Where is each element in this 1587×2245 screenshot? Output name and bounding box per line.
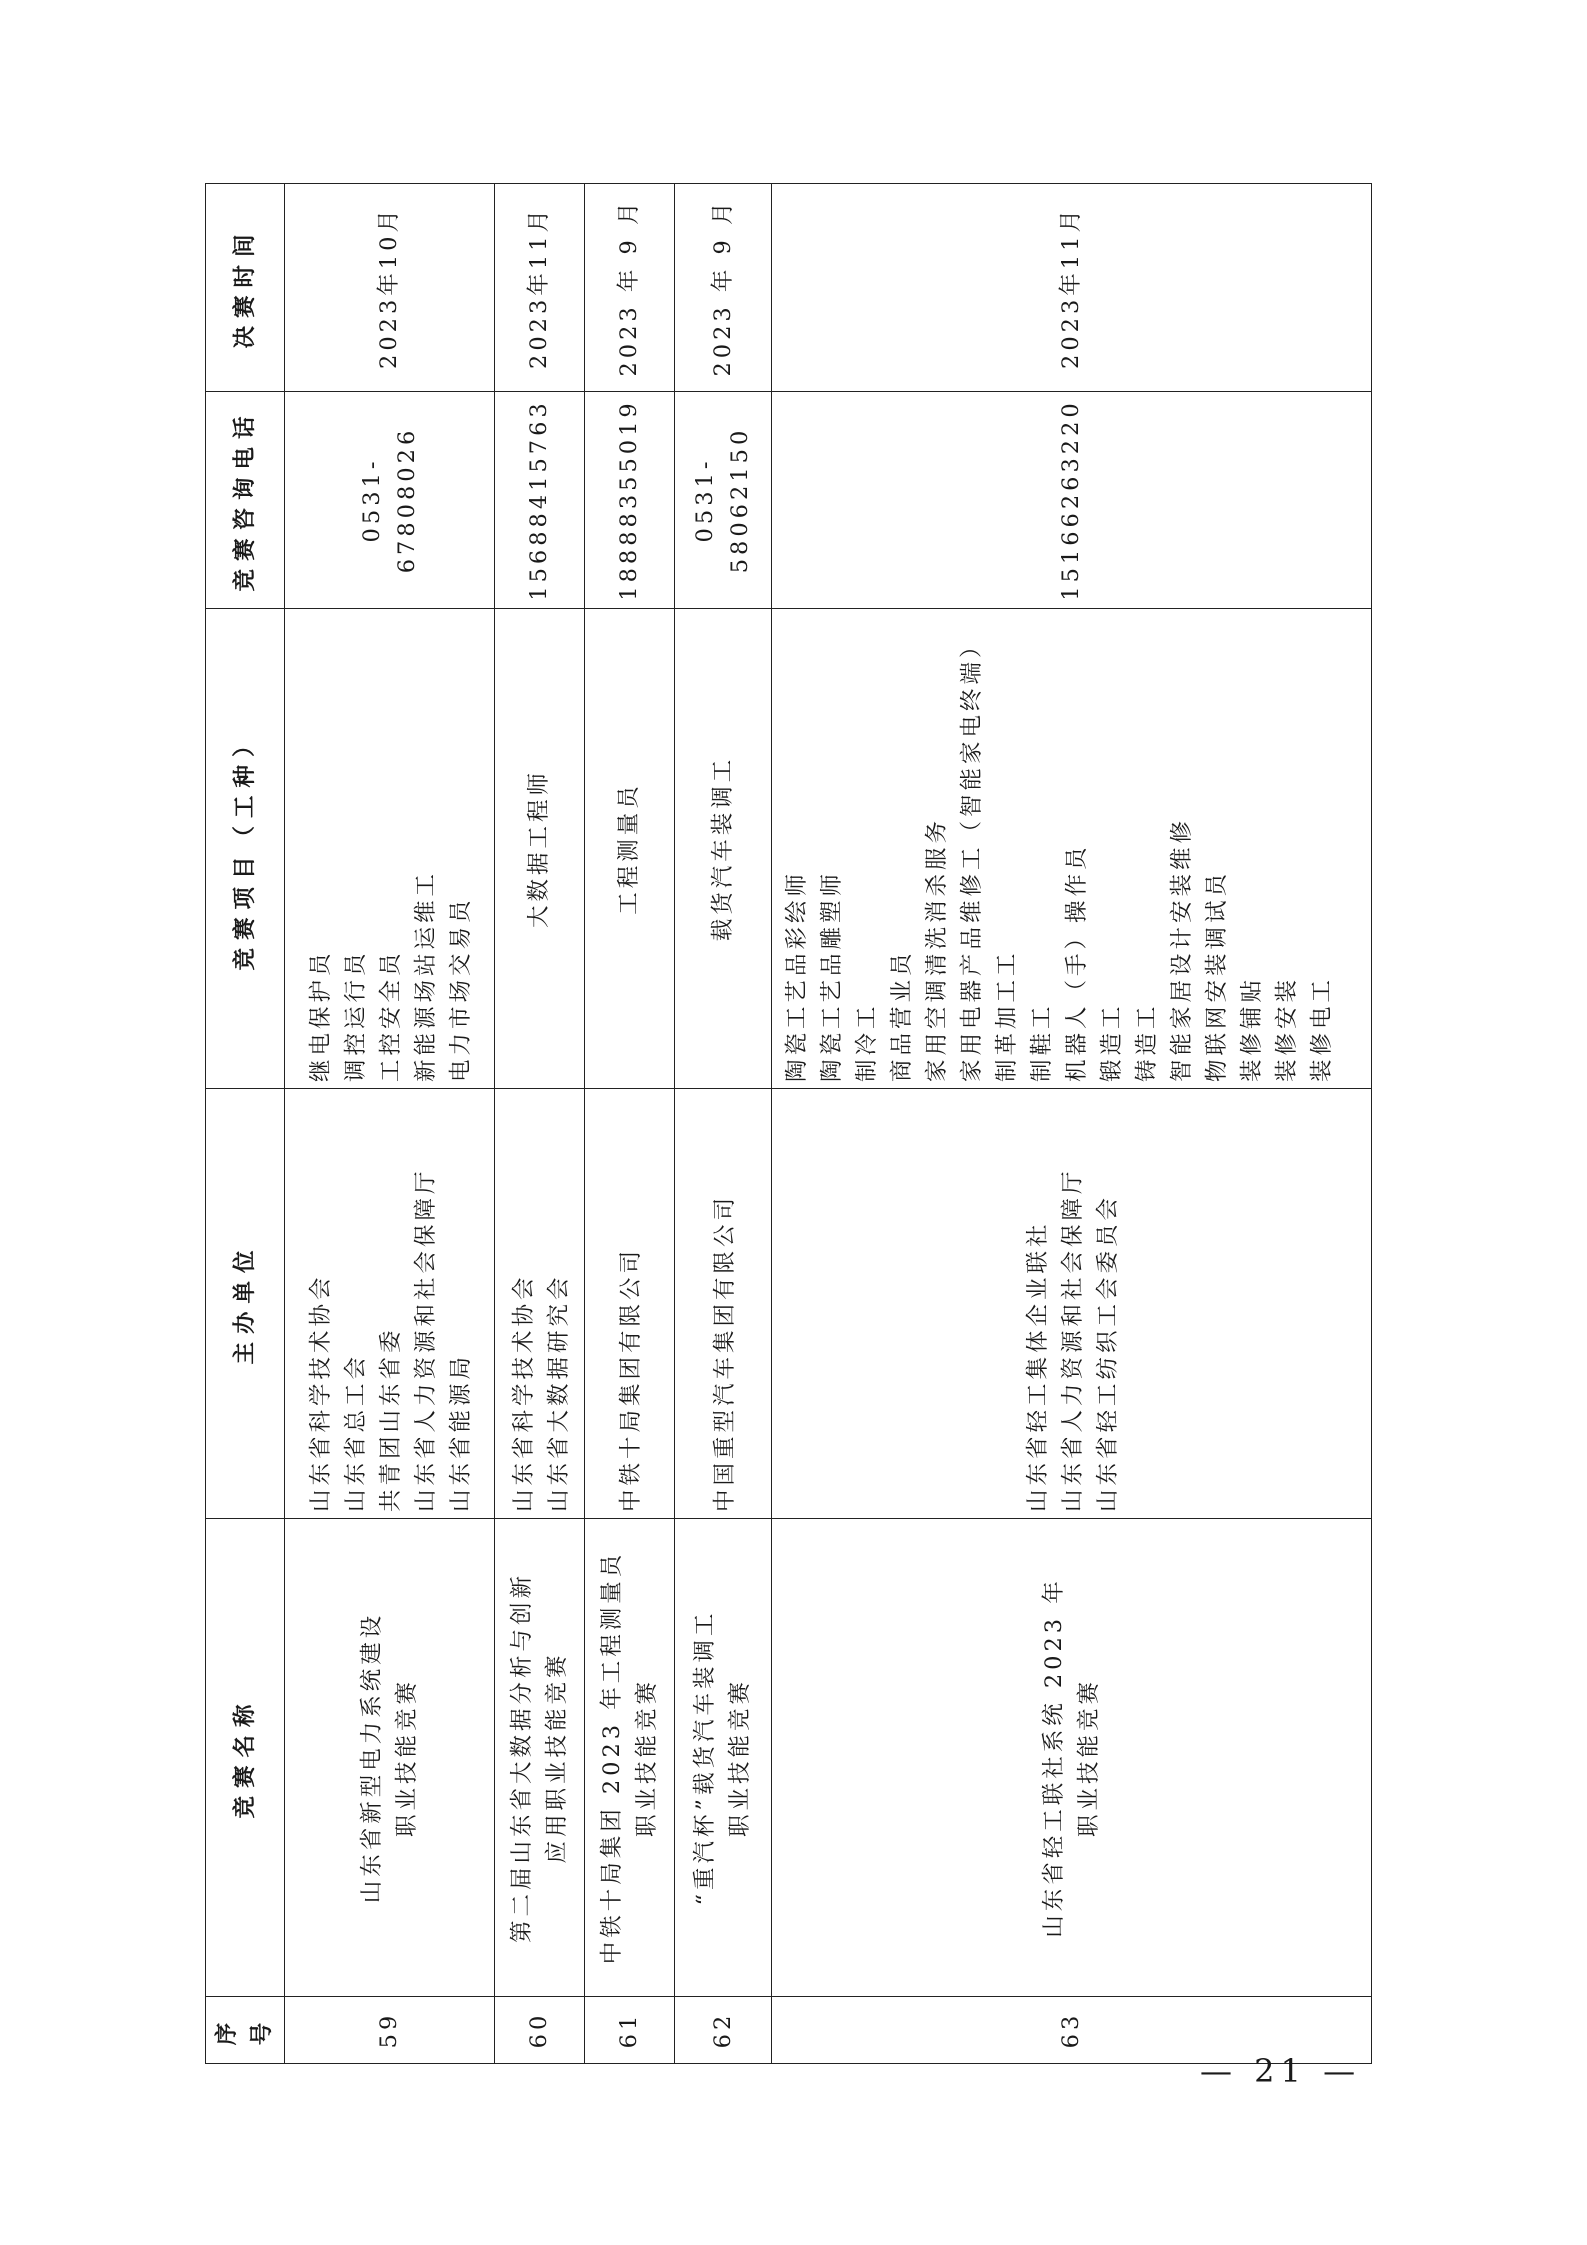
row-org [585,1089,675,1519]
row-name [285,1519,495,1997]
name-line: 职业技能竞赛 [633,1678,660,1838]
table-header-row [206,184,285,2064]
row-time: 2023 年 9 月 [675,184,772,392]
name-line: 应用职业技能竞赛 [543,1651,570,1864]
table-row [585,184,675,2064]
name-line: 职业技能竞赛 [1075,1678,1102,1838]
org-line: 中国重型汽车集团有限公司 [711,1193,738,1512]
row-time: 2023年10月 [285,184,495,392]
item-line: 制革加工工 [994,949,1020,1082]
org-line: 山东省大数据研究会 [545,1273,572,1512]
name-line: “重汽杯”载货汽车装调工 [692,1609,718,1906]
org-line: 山东省人力资源和社会保障厅 [1060,1167,1086,1512]
name-line: 职业技能竞赛 [727,1678,753,1838]
name-line: 第二届山东省大数据分析与创新 [508,1572,535,1944]
item-line: 大数据工程师 [526,769,552,929]
header-name: 竞赛名称 [206,1519,285,1997]
org-line: 山东省科学技术协会 [510,1273,537,1512]
item-line: 商品营业员 [889,949,915,1082]
item-line: 陶瓷工艺品彩绘师 [784,869,810,1082]
header-time: 决赛时间 [206,184,285,392]
item-line: 继电保护员 [308,949,334,1082]
name-line: 山东省新型电力系统建设 [358,1611,385,1904]
row-seq: 61 [585,1997,675,2064]
item-line: 电力市场交易员 [448,896,474,1082]
row-seq: 59 [285,1997,495,2064]
row-seq: 60 [495,1997,585,2064]
item-line: 新能源场站运维工 [413,869,439,1082]
table-row [495,184,585,2064]
table-row [675,184,772,2064]
item-line: 载货汽车装调工 [709,755,736,942]
item-line: 物联网安装调试员 [1204,869,1230,1082]
row-org [495,1089,585,1519]
item-line: 智能家居设计安装维修 [1169,816,1195,1082]
item-line: 装修安装 [1274,975,1300,1082]
header-seq: 序号 [206,1997,285,2064]
org-line: 山东省能源局 [448,1352,474,1512]
name-line: 职业技能竞赛 [393,1678,420,1838]
row-items [495,609,585,1089]
table-row [285,184,495,2064]
item-line: 装修电工 [1309,975,1335,1082]
row-org [285,1089,495,1519]
header-items: 竞赛项目（工种） [206,609,285,1089]
row-name [675,1519,772,1997]
item-line: 锻造工 [1099,1002,1125,1082]
row-items [585,609,675,1089]
header-org: 主办单位 [206,1089,285,1519]
item-line: 装修铺贴 [1239,975,1265,1082]
row-time: 2023 年 9 月 [585,184,675,392]
item-line: 陶瓷工艺品雕塑师 [819,869,845,1082]
row-phone: 15688415763 [495,392,585,609]
name-line: 山东省轻工联社系统 2023 年 [1040,1577,1067,1938]
item-line: 制鞋工 [1029,1002,1055,1082]
item-line: 制冷工 [854,1002,880,1082]
org-line: 山东省科学技术协会 [308,1273,334,1512]
row-time: 2023年11月 [772,184,1372,392]
row-items [772,609,1372,1089]
row-items [285,609,495,1089]
item-line: 家用电器产品维修工（智能家电终端） [959,631,985,1082]
row-phone: 0531-67808026 [285,392,495,609]
row-seq: 63 [772,1997,1372,2064]
item-line: 机器人（手）操作员 [1064,843,1090,1082]
org-line: 山东省总工会 [343,1352,369,1512]
page-number: — 21 — [1200,2052,1362,2090]
org-line: 山东省轻工集体企业联社 [1025,1220,1051,1512]
row-name [585,1519,675,1997]
row-time: 2023年11月 [495,184,585,392]
row-phone: 15166263220 [772,392,1372,609]
item-line: 家用空调清洗消杀服务 [924,816,950,1082]
item-line: 工程测量员 [616,782,642,915]
item-line: 铸造工 [1134,1002,1160,1082]
item-line: 调控运行员 [343,949,369,1082]
header-phone: 竞赛咨询电话 [206,392,285,609]
org-line: 中铁十局集团有限公司 [618,1246,644,1512]
table-row [772,184,1372,2064]
row-org [675,1089,772,1519]
row-name [495,1519,585,1997]
row-seq: 62 [675,1997,772,2064]
item-line: 工控安全员 [378,949,404,1082]
competition-table [205,183,1372,2064]
org-line: 山东省人力资源和社会保障厅 [413,1167,439,1512]
row-org [772,1089,1372,1519]
name-line: 中铁十局集团 2023 年工程测量员 [598,1550,625,1965]
row-items [675,609,772,1089]
org-line: 共青团山东省委 [378,1326,404,1512]
row-phone: 0531-58062150 [675,392,772,609]
rotated-table-frame [205,184,1348,2064]
row-name [772,1519,1372,1997]
org-line: 山东省轻工纺织工会委员会 [1095,1193,1121,1512]
row-phone: 18888355019 [585,392,675,609]
